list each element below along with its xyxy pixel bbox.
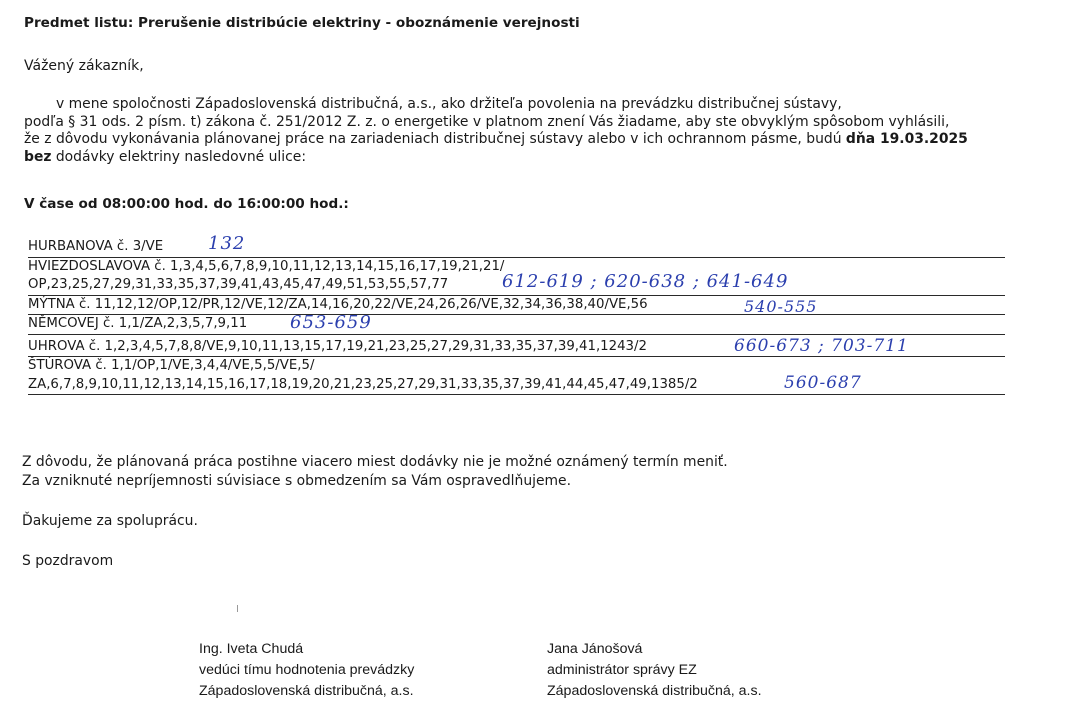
- body-line-3: [24, 131, 968, 149]
- body-line-1: v mene spoločnosti Západoslovenská distribučná, a.s., ako držiteľa povolenia na prevádzku distribučnej sústavy,: [56, 96, 842, 112]
- signatory-role: vedúci tímu hodnotenia prevádzky: [199, 662, 415, 678]
- signatory-company: Západoslovenská distribučná, a.s.: [199, 683, 414, 699]
- greeting: Vážený zákazník,: [24, 58, 144, 74]
- signatory-company: Západoslovenská distribučná, a.s.: [547, 683, 762, 699]
- body-line-4-text: dodávky elektriny nasledovné ulice:: [51, 148, 307, 165]
- street-row-mytna: [28, 296, 1005, 316]
- street-row-sturova: [28, 357, 1005, 395]
- handwritten-note: 132: [208, 233, 246, 254]
- body-bez: bez: [24, 148, 52, 165]
- time-heading: V čase od 08:00:00 hod. do 16:00:00 hod.:: [24, 196, 349, 212]
- street-line: ŠTÚROVA č. 1,1/OP,1/VE,3,4,4/VE,5,5/VE,5/: [28, 358, 315, 373]
- street-row-hurbanova: [28, 233, 1005, 258]
- street-line: MÝTNA č. 11,12,12/OP,12/PR,12/VE,12/ZA,14,16,20,22/VE,24,26,26/VE,32,34,36,38,40/VE,56: [28, 296, 648, 312]
- handwritten-note: 540-555: [744, 296, 818, 316]
- streets-table: [28, 230, 1005, 395]
- body-line-4: [24, 149, 968, 167]
- outage-date: dňa 19.03.2025: [845, 131, 968, 148]
- handwritten-note: 660-673 ; 703-711: [734, 335, 909, 356]
- signatory-name: Ing. Iveta Chudá: [199, 641, 304, 657]
- street-line: OP,23,25,27,29,31,33,35,37,39,41,43,45,47,49,51,53,55,57,77: [28, 277, 449, 292]
- thanks-line: Ďakujeme za spoluprácu.: [22, 513, 198, 529]
- body-line-3-text: že z dôvodu vykonávania plánovanej práce na zariadeniach distribučnej sústavy alebo v ich ochrannom pásme, budú: [24, 131, 846, 148]
- signature-block-1: [199, 639, 414, 702]
- closing-paragraph: [22, 453, 728, 491]
- scan-mark: [237, 605, 238, 612]
- street-line: UHROVA č. 1,2,3,4,5,7,8,8/VE,9,10,11,13,15,17,19,21,23,25,27,29,31,33,35,37,39,41,1243/2: [28, 338, 647, 354]
- street-row-uhrova: [28, 335, 1005, 358]
- signature-block-2: [547, 639, 762, 702]
- body-line-2: podľa § 31 ods. 2 písm. t) zákona č. 251/2012 Z. z. o energetike v platnom znení Vás žiadame, aby ste obvyklým spôsobom vyhlásili,: [24, 113, 950, 130]
- street-line: NĚMCOVEJ č. 1,1/ZA,2,3,5,7,9,11: [28, 316, 248, 331]
- closing-line-2: Za vzniknuté nepríjemnosti súvisiace s obmedzením sa Vám ospravedlňujeme.: [22, 473, 572, 489]
- street-line: HVIEZDOSLAVOVA č. 1,3,4,5,6,7,8,9,10,11,12,13,14,15,16,17,19,21,21/: [28, 258, 505, 274]
- signatory-name: Jana Jánošová: [547, 641, 643, 657]
- street-row-nemcovej: [28, 312, 1005, 335]
- street-row-hviezdoslavova: [28, 258, 1005, 296]
- signatory-role: administrátor správy EZ: [547, 662, 697, 678]
- regards-line: S pozdravom: [22, 553, 114, 569]
- handwritten-note: 612-619 ; 620-638 ; 641-649: [502, 270, 789, 292]
- subject-line: Predmet listu: Prerušenie distribúcie elektriny - oboznámenie verejnosti: [24, 15, 580, 31]
- street-line: HURBANOVA č. 3/VE: [28, 239, 164, 254]
- handwritten-note: 653-659: [290, 312, 372, 333]
- handwritten-note: 560-687: [784, 373, 862, 393]
- street-line: ZA,6,7,8,9,10,11,12,13,14,15,16,17,18,19,20,21,23,25,27,29,31,33,35,37,39,41,44,45,47,49,1385/2: [28, 376, 698, 392]
- closing-line-1: Z dôvodu, že plánovaná práca postihne viacero miest dodávky nie je možné oznámený termín meniť.: [22, 454, 728, 470]
- body-paragraph: [24, 96, 968, 166]
